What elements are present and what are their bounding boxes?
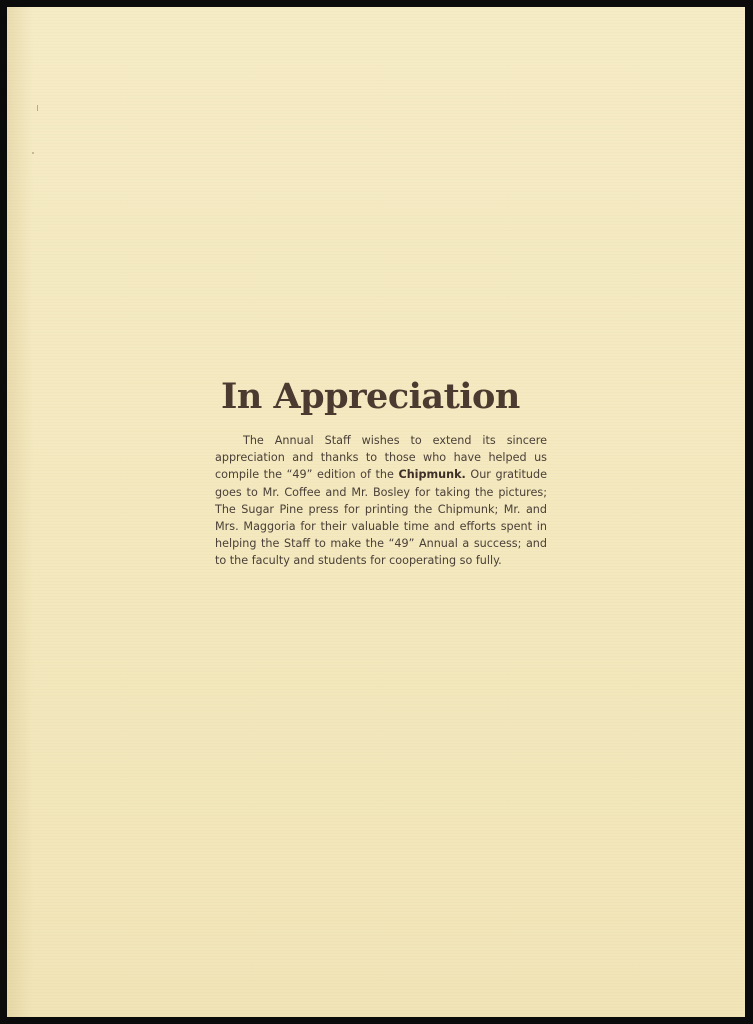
page-title: In Appreciation (221, 376, 520, 417)
paper-speck (32, 152, 34, 154)
paper-mark (37, 105, 38, 111)
appreciation-paragraph (215, 432, 547, 570)
paragraph-text-end: Our gratitude goes to Mr. Coffee and Mr. Bosley for taking the pictures; The Sugar Pine press for printing the Chipmunk; Mr. and Mrs. Maggoria for their valuable time and efforts spent in helping the Staff to make the “49” Annual a success; and to the faculty and students for cooperating so fully. (215, 468, 547, 568)
paragraph-text-start: The Annual Staff wishes to extend its sincere appreciation and thanks to those who have helped us compile the “49” edition of the (215, 434, 547, 482)
yearbook-page (7, 7, 745, 1017)
binding-shadow (7, 7, 33, 1017)
yearbook-name: Chipmunk. (398, 468, 466, 482)
